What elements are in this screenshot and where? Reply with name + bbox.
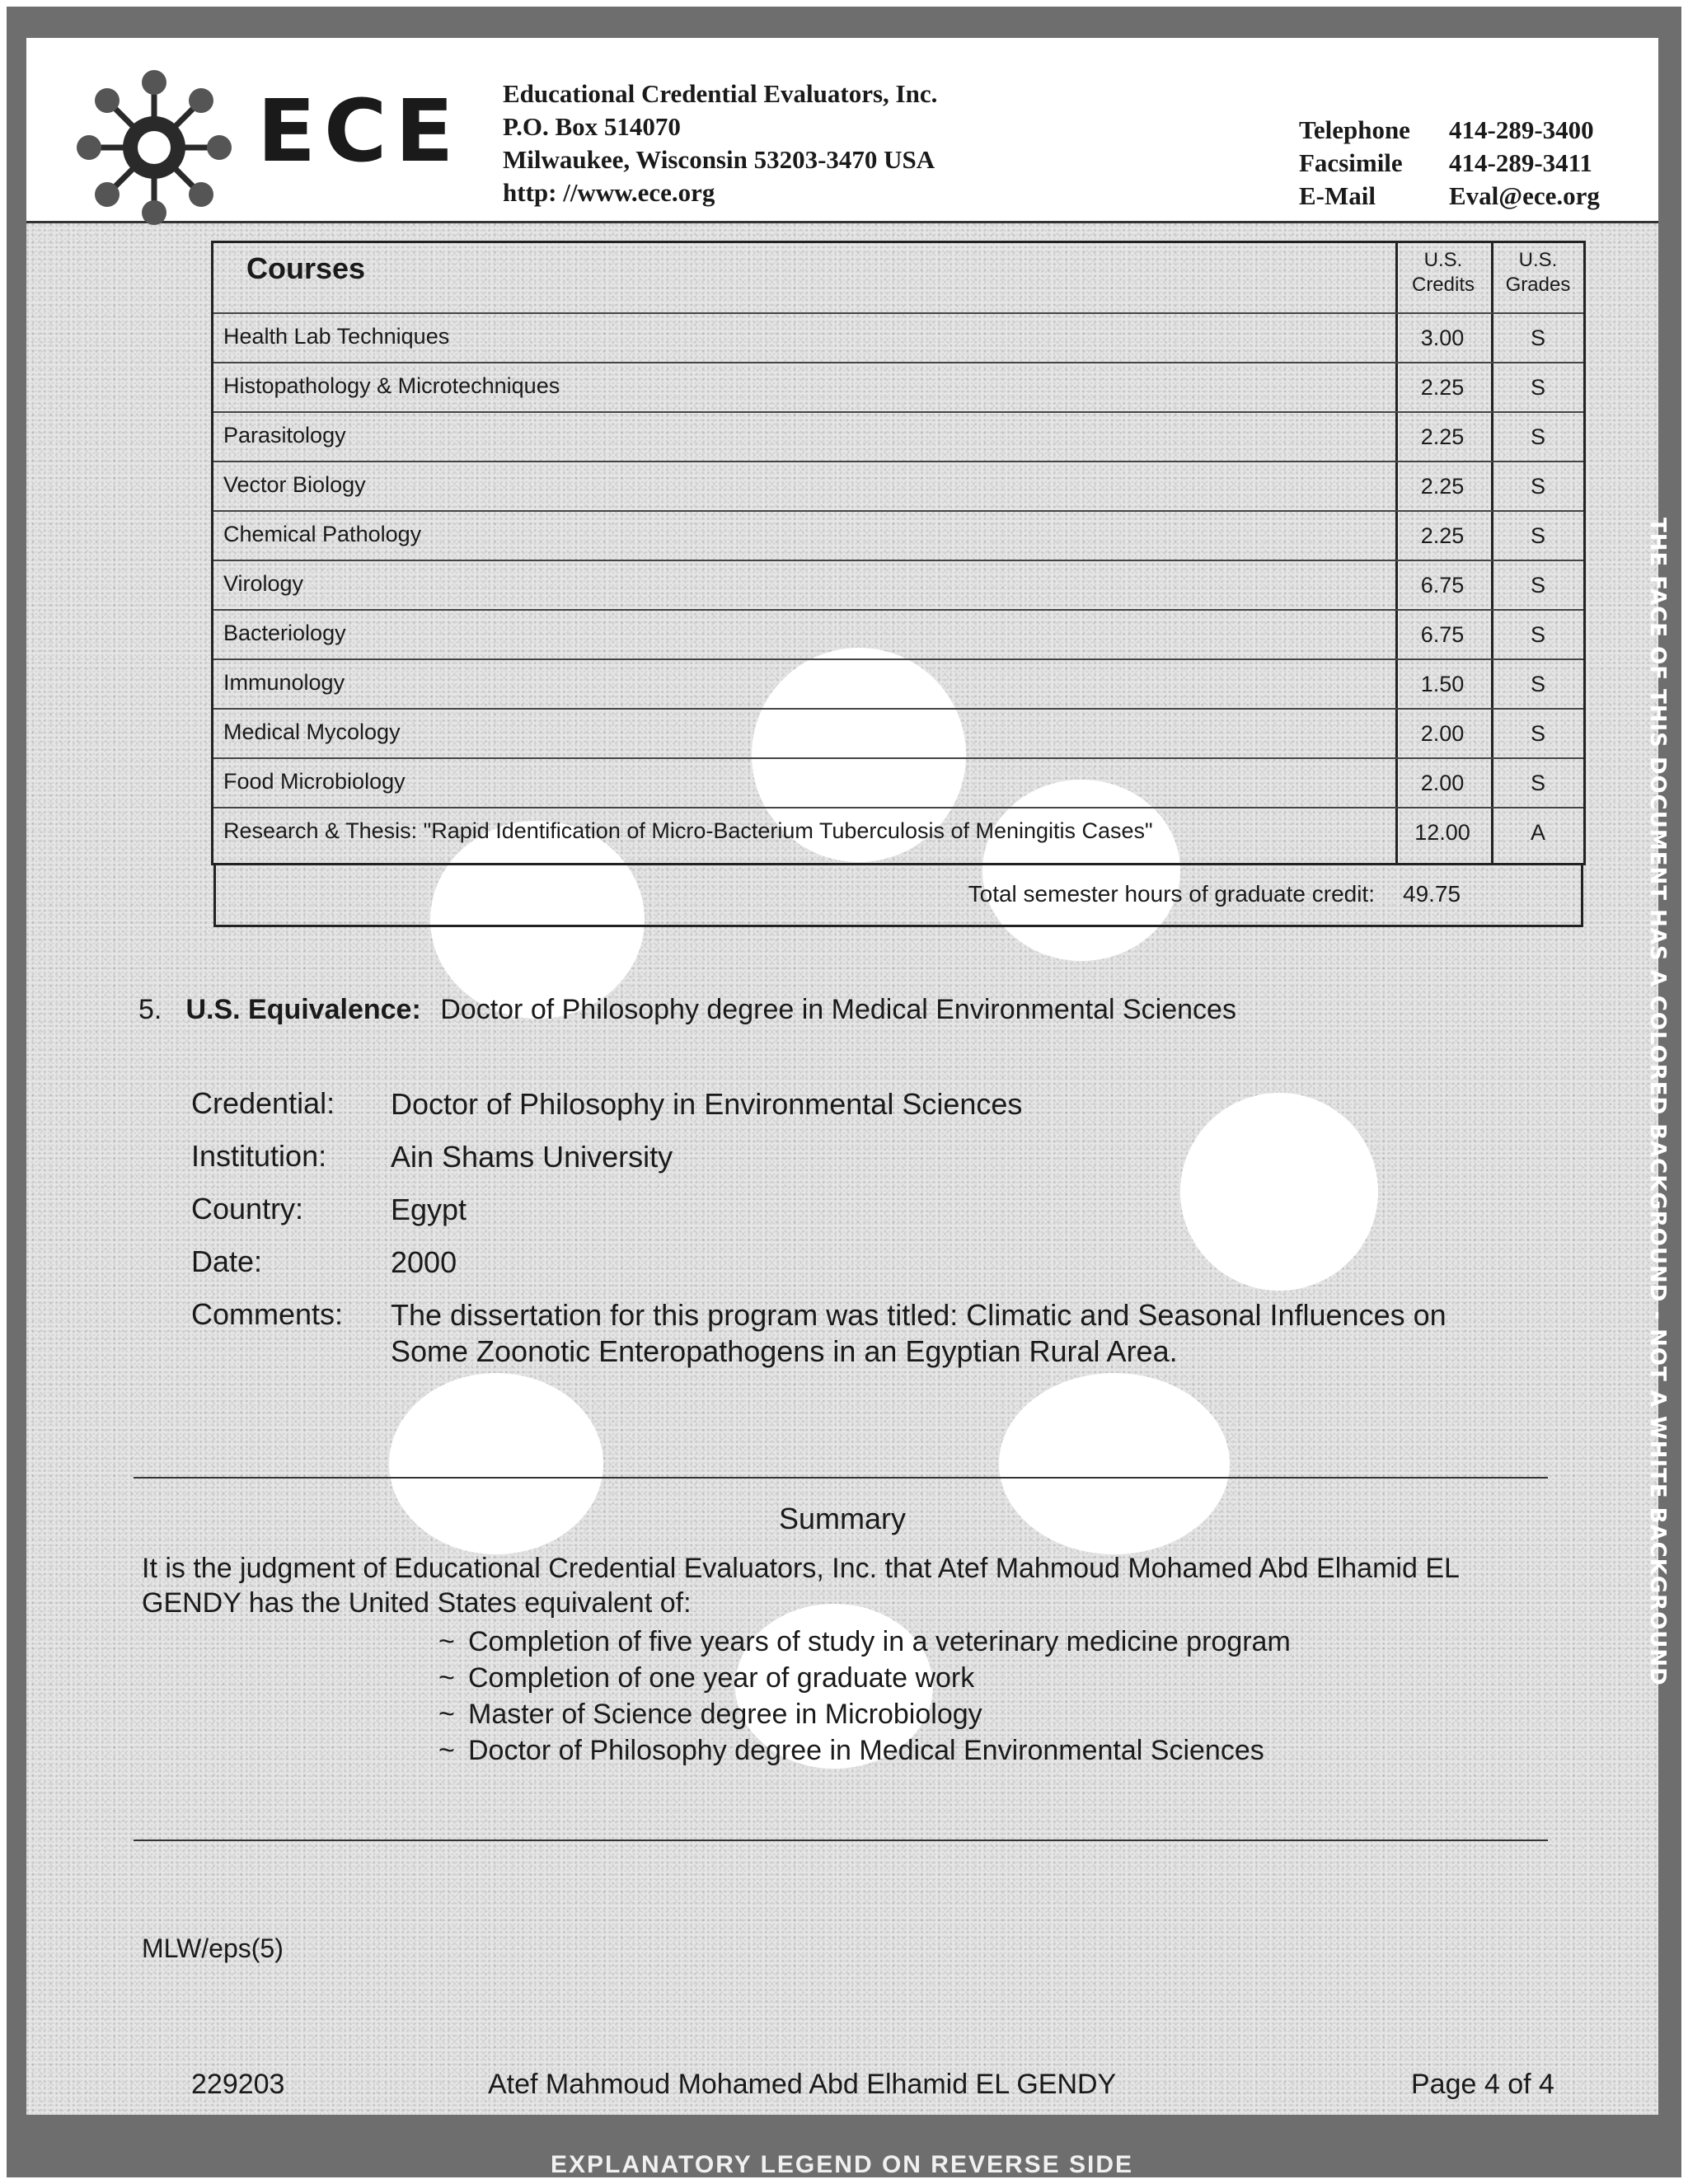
list-item: ~ Master of Science degree in Microbiology <box>438 1698 1461 1731</box>
course-name: Chemical Pathology <box>223 522 422 546</box>
course-name: Medical Mycology <box>223 719 401 744</box>
course-grade: S <box>1530 672 1545 696</box>
contact-row-telephone <box>1299 114 1600 147</box>
credits-header <box>1397 248 1489 298</box>
summary-title: Summary <box>778 1502 907 1535</box>
courses-title: Courses <box>246 251 366 285</box>
course-grade: S <box>1530 771 1545 795</box>
document-page <box>7 7 1681 2177</box>
course-name: Bacteriology <box>223 621 346 645</box>
credits-header-line: Credits <box>1411 274 1475 296</box>
course-name: Health Lab Techniques <box>223 324 450 349</box>
table-row <box>213 510 1583 561</box>
table-row <box>213 658 1583 710</box>
document-sheet <box>26 38 1658 2115</box>
course-credits: 2.25 <box>1420 424 1465 449</box>
course-grade: S <box>1530 622 1545 647</box>
course-credits: 2.25 <box>1420 523 1465 548</box>
evaluator-initials: MLW/eps(5) <box>142 1933 284 1963</box>
applicant-name: Atef Mahmoud Mohamed Abd Elhamid EL GENDY <box>488 2069 1117 2100</box>
course-grade: S <box>1530 721 1545 746</box>
field-value: Egypt <box>391 1193 467 1226</box>
table-row <box>213 807 1583 858</box>
course-credits: 1.50 <box>1420 672 1465 696</box>
grades-header-line: Grades <box>1505 274 1571 296</box>
website-link[interactable]: http: //www.ece.org <box>503 178 715 207</box>
course-credits: 2.25 <box>1420 375 1465 400</box>
list-item: ~ Completion of five years of study in a veterinary medicine program <box>438 1625 1461 1658</box>
list-item: ~ Completion of one year of graduate work <box>438 1661 1461 1694</box>
divider <box>134 1840 1548 1841</box>
summary-list <box>438 1625 1461 1770</box>
logo-text: ECE <box>257 81 462 181</box>
field-value: 2000 <box>391 1245 457 1279</box>
course-credits: 3.00 <box>1420 326 1465 350</box>
divider <box>134 1477 1548 1479</box>
course-grade: S <box>1530 326 1545 350</box>
section-number: 5. <box>138 994 162 1025</box>
table-row <box>213 708 1583 759</box>
field-label: Credential: <box>191 1086 335 1120</box>
course-name: Histopathology & Microtechniques <box>223 373 560 398</box>
list-item: ~ Doctor of Philosophy degree in Medical Environmental Sciences <box>438 1734 1461 1767</box>
course-credits: 12.00 <box>1414 820 1470 845</box>
course-name: Vector Biology <box>223 472 366 497</box>
table-row <box>213 362 1583 413</box>
course-credits: 6.75 <box>1420 622 1465 647</box>
table-row <box>213 609 1583 660</box>
grades-header <box>1493 248 1583 298</box>
field-value: Ain Shams University <box>391 1140 673 1174</box>
contact-value: 414-289-3400 <box>1449 115 1594 144</box>
course-grade: S <box>1530 523 1545 548</box>
course-grade: S <box>1530 573 1545 598</box>
file-number: 229203 <box>191 2069 285 2100</box>
courses-table <box>211 241 1586 907</box>
table-row <box>213 312 1583 363</box>
contact-block <box>1299 114 1600 213</box>
table-row <box>213 411 1583 462</box>
contact-label: Telephone <box>1299 115 1410 144</box>
course-grade: S <box>1530 474 1545 499</box>
course-name: Research & Thesis: "Rapid Identification of Micro-Bacterium Tuberculosis of Meningitis Cases" <box>223 818 1153 843</box>
course-name: Food Microbiology <box>223 769 406 794</box>
field-label: Date: <box>191 1244 263 1278</box>
background-notice: THE FACE OF THIS DOCUMENT HAS A COLORED BACKGROUND - NOT A WHITE BACKGROUND <box>1645 518 1670 1686</box>
total-credits-label: Total semester hours of graduate credit: <box>968 881 1375 907</box>
organization-name: Educational Credential Evaluators, Inc. <box>503 79 938 108</box>
course-grade: S <box>1530 424 1545 449</box>
page-number: Page 4 of 4 <box>1411 2069 1554 2100</box>
field-value: Doctor of Philosophy in Environmental Sciences <box>391 1087 1023 1121</box>
letterhead <box>26 38 1658 223</box>
course-name: Virology <box>223 571 304 596</box>
course-grade: S <box>1530 375 1545 400</box>
summary-text: It is the judgment of Educational Credential Evaluators, Inc. that Atef Mahmoud Mohamed Abd Elhamid EL GENDY has the United States equivalent of: <box>142 1553 1459 1619</box>
field-label: Comments: <box>191 1297 344 1331</box>
contact-value: 414-289-3411 <box>1449 148 1592 177</box>
city-line: Milwaukee, Wisconsin 53203-3470 USA <box>503 145 935 174</box>
course-credits: 6.75 <box>1420 573 1465 598</box>
field-label: Institution: <box>191 1139 327 1173</box>
po-box: P.O. Box 514070 <box>503 112 681 141</box>
explanatory-legend-note: EXPLANATORY LEGEND ON REVERSE SIDE <box>551 2151 1134 2178</box>
course-credits: 2.00 <box>1420 771 1465 795</box>
table-row <box>213 757 1583 808</box>
contact-row-email <box>1299 180 1600 213</box>
credits-header-line: U.S. <box>1423 249 1463 271</box>
equivalence-text: Doctor of Philosophy degree in Medical Environmental Sciences <box>440 994 1236 1025</box>
email-link[interactable]: Eval@ece.org <box>1449 181 1600 210</box>
total-credits-row <box>213 865 1583 927</box>
contact-label: Facsimile <box>1299 148 1403 177</box>
table-row <box>213 461 1583 512</box>
field-label: Country: <box>191 1192 304 1226</box>
field-value: The dissertation for this program was titled: Climatic and Seasonal Influences on Some Zoonotic Enteropathogens in an Egyptian Rural Area. <box>391 1298 1447 1368</box>
table-row <box>213 560 1583 611</box>
ece-logo-icon <box>76 69 232 226</box>
course-name: Parasitology <box>223 423 346 448</box>
course-grade: A <box>1530 820 1545 845</box>
course-credits: 2.25 <box>1420 474 1465 499</box>
organization-address <box>503 77 937 209</box>
grades-header-line: U.S. <box>1518 249 1558 271</box>
equivalence-heading: U.S. Equivalence: <box>185 994 421 1025</box>
contact-label: E-Mail <box>1299 181 1376 210</box>
us-equivalence <box>138 994 1236 1026</box>
course-name: Immunology <box>223 670 345 695</box>
course-credits: 2.00 <box>1420 721 1465 746</box>
total-credits-value: 49.75 <box>1403 881 1461 907</box>
contact-row-facsimile <box>1299 147 1600 180</box>
